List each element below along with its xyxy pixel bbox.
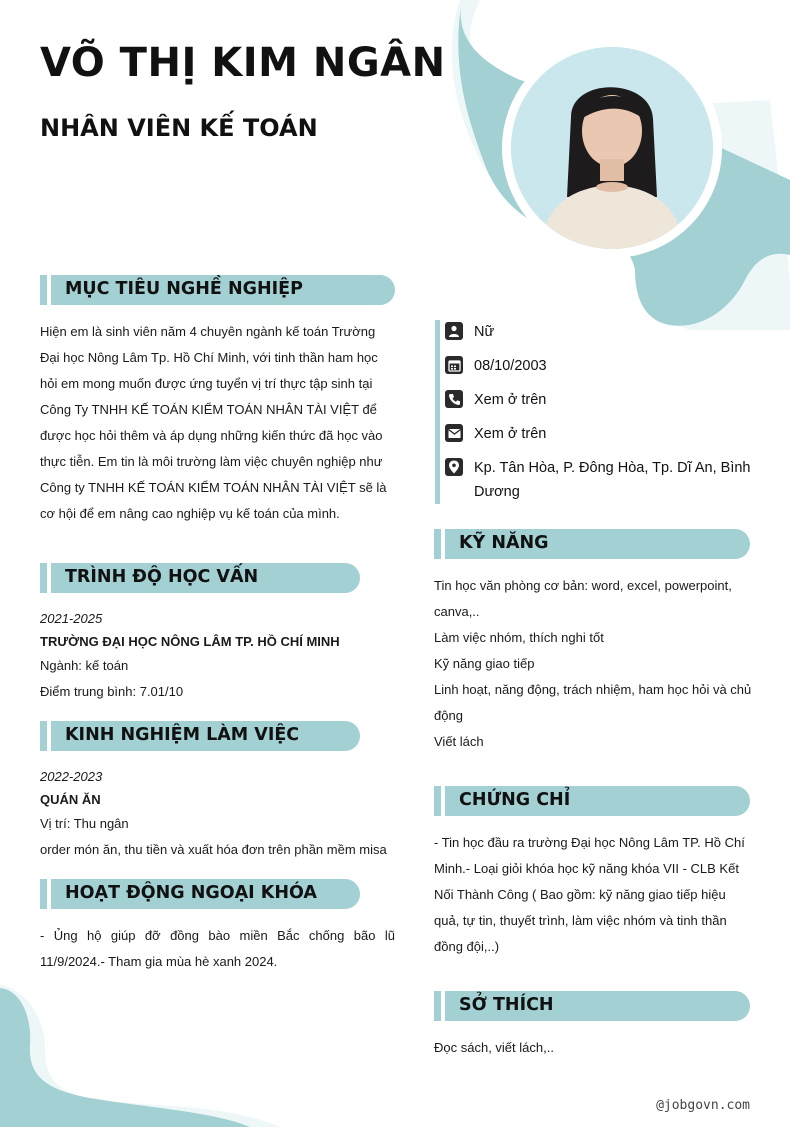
education-heading xyxy=(40,563,360,593)
person-icon xyxy=(445,322,463,340)
avatar xyxy=(511,47,713,249)
activities-heading-label: HOẠT ĐỘNG NGOẠI KHÓA xyxy=(65,883,317,903)
skill-item: Kỹ năng giao tiếp xyxy=(434,656,535,671)
certificates-text: - Tin học đầu ra trường Đại học Nông Lâm TP. Hồ Chí Minh.- Loại giỏi khóa học kỹ năng khóa VII - CLB Kết Nối Thành Công ( Bao gồm: kỹ năng giao tiếp hiệu quả, tự tin, thuyết trình, làm việc nhóm và tinh thần đồng đội,..) xyxy=(434,835,745,954)
calendar-icon xyxy=(445,356,463,374)
skills-heading-label: KỸ NĂNG xyxy=(459,533,549,553)
experience-period: 2022-2023 xyxy=(40,769,103,784)
avatar-frame xyxy=(502,38,722,258)
mail-icon xyxy=(445,424,463,442)
education-period: 2021-2025 xyxy=(40,611,103,626)
location-pin-icon xyxy=(445,458,463,476)
activities-text: - Ủng hộ giúp đỡ đồng bào miền Bắc chống bão lũ 11/9/2024.- Tham gia mùa hè xanh 2024. xyxy=(40,928,395,969)
education-school: TRƯỜNG ĐẠI HỌC NÔNG LÂM TP. HỒ CHÍ MINH xyxy=(40,634,340,649)
skill-item: Làm việc nhóm, thích nghi tốt xyxy=(434,630,604,645)
hobbies-heading xyxy=(434,991,750,1021)
gender-value: Nữ xyxy=(474,324,495,340)
education-gpa: Điểm trung bình: 7.01/10 xyxy=(40,684,184,699)
email-value: Xem ở trên xyxy=(474,426,547,442)
objective-heading-label: MỤC TIÊU NGHỀ NGHIỆP xyxy=(65,279,303,299)
job-title: NHÂN VIÊN KẾ TOÁN xyxy=(40,114,318,142)
bottom-left-decor-blob xyxy=(0,980,280,1127)
experience-company: QUÁN ĂN xyxy=(40,792,101,807)
experience-heading-label: KINH NGHIỆM LÀM VIỆC xyxy=(65,725,300,745)
skill-item: Tin học văn phòng cơ bản: word, excel, powerpoint, canva,.. xyxy=(434,578,732,619)
objective-heading xyxy=(40,275,395,305)
experience-position: Vị trí: Thu ngân xyxy=(40,816,129,831)
certificates-heading-label: CHỨNG CHỈ xyxy=(459,790,571,810)
education-heading-label: TRÌNH ĐỘ HỌC VẤN xyxy=(65,567,259,587)
contact-accent-bar xyxy=(435,320,440,504)
phone-value: Xem ở trên xyxy=(474,392,547,408)
skill-item: Viết lách xyxy=(434,734,484,749)
birthday-value: 08/10/2003 xyxy=(474,358,547,374)
candidate-name: VÕ THỊ KIM NGÂN xyxy=(40,40,446,86)
phone-icon xyxy=(445,390,463,408)
experience-heading xyxy=(40,721,360,751)
experience-description: order món ăn, thu tiền và xuất hóa đơn trên phần mềm misa xyxy=(40,842,387,857)
portrait-illustration xyxy=(511,47,713,249)
certificates-heading xyxy=(434,786,750,816)
address-value: Kp. Tân Hòa, P. Đông Hòa, Tp. Dĩ An, Bình Dương xyxy=(474,460,751,500)
skill-item: Linh hoạt, năng động, trách nhiệm, ham học hỏi và chủ động xyxy=(434,682,752,723)
skills-heading xyxy=(434,529,750,559)
education-major: Ngành: kế toán xyxy=(40,658,129,673)
site-watermark: @jobgovn.com xyxy=(656,1098,750,1113)
hobbies-text: Đọc sách, viết lách,.. xyxy=(434,1040,554,1055)
hobbies-heading-label: SỞ THÍCH xyxy=(459,995,554,1015)
activities-heading xyxy=(40,879,360,909)
objective-text: Hiện em là sinh viên năm 4 chuyên ngành kế toán Trường Đại học Nông Lâm Tp. Hồ Chí Minh, với tinh thần ham học hỏi em mong muốn được ứng tuyển vị trí thực tập sinh tại Công Ty TNHH KẾ TOÁN KIỂM TOÁN NHÂN TÀI VIỆT để được học hỏi thêm và áp dụng những kiến thức đã học vào thực tiễn. Em tin là môi trường làm việc chuyên nghiệp như Công ty TNHH KẾ TOÁN KIỂM TOÁN NHÂN TÀI VIỆT sẽ là cơ hội để em nâng cao nghiệp vụ kế toán của mình. xyxy=(40,324,387,521)
